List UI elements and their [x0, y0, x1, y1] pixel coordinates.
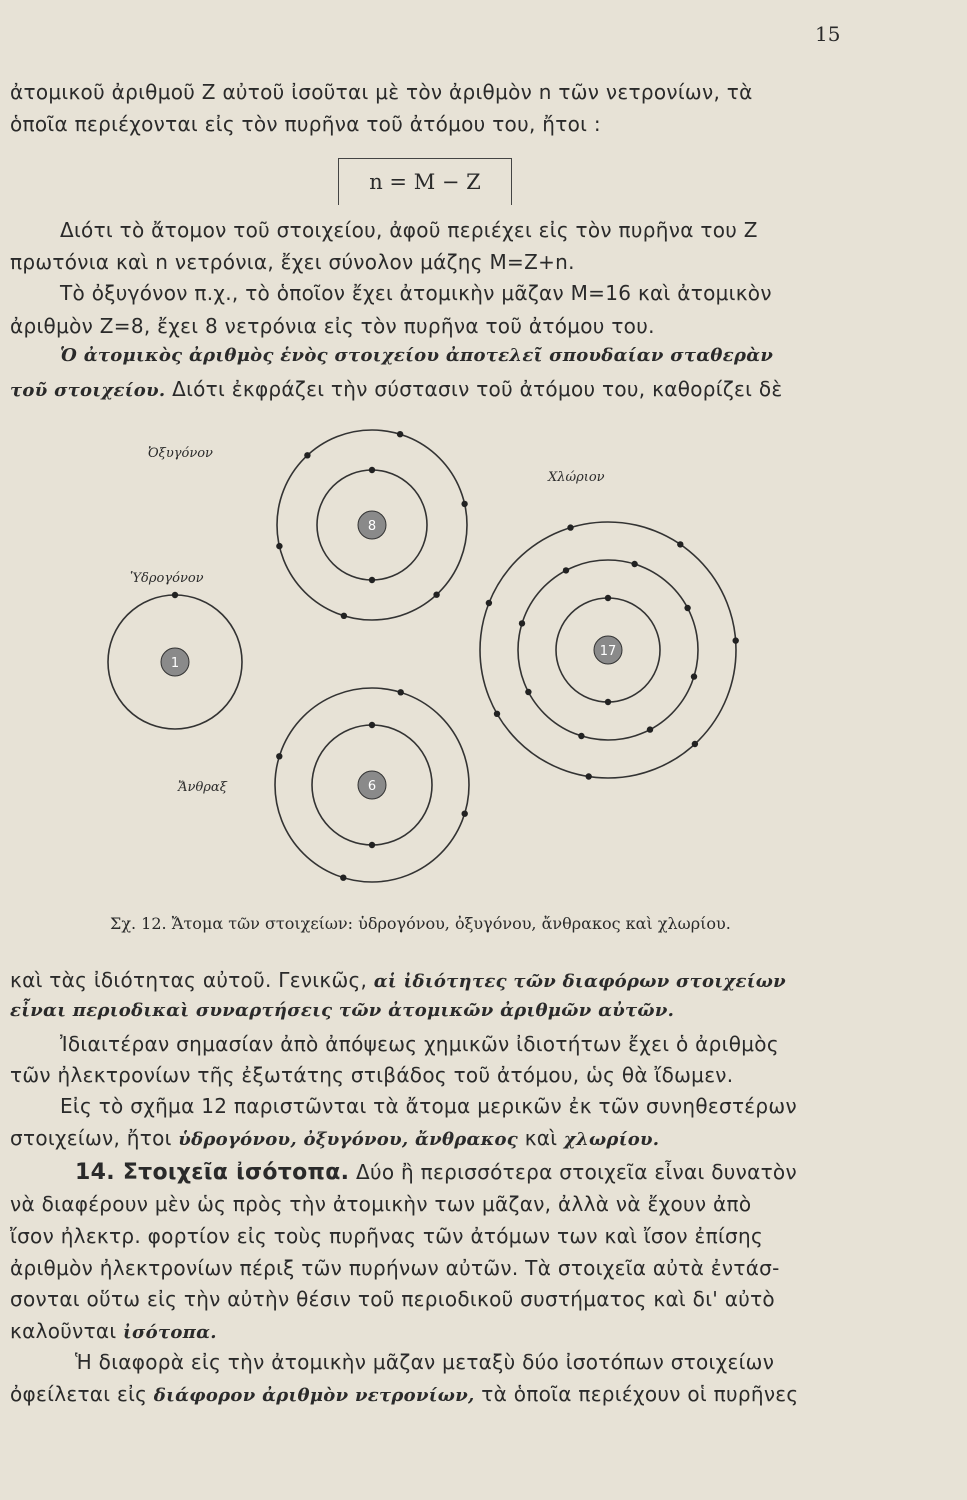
hydrogen-nucleus-number: 1 [170, 656, 180, 671]
chlorine-electron [647, 726, 653, 732]
bold-term: χλωρίου. [557, 1129, 660, 1150]
text-line: Ἡ διαφορὰ εἰς τὴν ἀτομικὴν μᾶζαν μεταξὺ δύο ἰσοτόπων στοιχείων [75, 1350, 775, 1374]
chlorine-electron [691, 673, 697, 679]
hydrogen-electron [172, 592, 178, 598]
label-chlorine: Χλώριον [548, 470, 605, 485]
text-line: σονται οὕτω εἰς τὴν αὐτὴν θέσιν τοῦ περιοδικοῦ συστήματος καὶ δι' αὐτὸ [10, 1287, 775, 1311]
bold-term: τοῦ στοιχείου. [10, 380, 166, 401]
atoms-figure [0, 400, 967, 910]
text-line: Τὸ ὀξυγόνον π.χ., τὸ ὁποῖον ἔχει ἀτομικὴν μᾶζαν M=16 καὶ ἀτομικὸν [60, 281, 772, 305]
text-span: στοιχείων, ἤτοι [10, 1126, 172, 1150]
chlorine-electron [525, 689, 531, 695]
text-line [10, 377, 783, 401]
oxygen-nucleus-number: 8 [367, 519, 377, 534]
carbon-electron [398, 689, 404, 695]
chlorine-electron [563, 567, 569, 573]
bold-term: αἱ ἰδιότητες τῶν διαφόρων στοιχείων [367, 971, 786, 992]
chlorine-electron [692, 741, 698, 747]
bold-statement: Ὁ ἀτομικὸς ἀριθμὸς ἑνὸς στοιχείου ἀποτελεῖ σπουδαίαν σταθερὰν [60, 345, 774, 366]
bold-term: ὑδρογόνου, ὀξυγόνου, ἄνθρακος [171, 1129, 519, 1150]
bold-term: ἰσότοπα. [116, 1322, 217, 1343]
page-number: 15 [815, 22, 841, 46]
label-carbon: Ἄνθραξ [178, 780, 227, 795]
text-span: καλοῦνται [10, 1319, 117, 1343]
carbon-electron [369, 842, 375, 848]
chlorine-electron [605, 699, 611, 705]
chlorine-electron [684, 605, 690, 611]
oxygen-electron [461, 501, 467, 507]
carbon-nucleus-number: 6 [367, 779, 377, 794]
chlorine-electron [631, 561, 637, 567]
chlorine-electron [486, 600, 492, 606]
chlorine-electron [519, 620, 525, 626]
text-line [10, 1382, 798, 1406]
oxygen-electron [369, 467, 375, 473]
text-span: Δύο ἢ περισσότερα στοιχεῖα εἶναι δυνατὸν [349, 1160, 797, 1184]
text-span: καὶ τὰς ἰδιότητας αὐτοῦ. Γενικῶς, [10, 968, 368, 992]
chlorine-electron [494, 711, 500, 717]
chlorine-electron [605, 595, 611, 601]
text-line: ἀριθμὸν Z=8, ἔχει 8 νετρόνια εἰς τὸν πυρῆνα τοῦ ἀτόμου του. [10, 314, 655, 338]
carbon-electron [369, 722, 375, 728]
text-line: νὰ διαφέρουν μὲν ὡς πρὸς τὴν ἀτομικὴν των μᾶζαν, ἀλλὰ νὰ ἔχουν ἀπὸ [10, 1192, 752, 1216]
text-line: Ἰδιαιτέραν σημασίαν ἀπὸ ἀπόψεως χημικῶν ἰδιοτήτων ἔχει ὁ ἀριθμὸς [60, 1032, 779, 1056]
section-title: 14. Στοιχεῖα ἰσότοπα. [75, 1160, 350, 1185]
text-span: καὶ [518, 1126, 558, 1150]
chlorine-electron [733, 637, 739, 643]
text-line: τῶν ἠλεκτρονίων τῆς ἐξωτάτης στιβάδος τοῦ ἀτόμου, ὡς θὰ ἴδωμεν. [10, 1063, 734, 1087]
figure-caption: Σχ. 12. Ἄτομα τῶν στοιχείων: ὑδρογόνου, ὀξυγόνου, ἄνθρακος καὶ χλωρίου. [110, 914, 731, 933]
oxygen-electron [341, 613, 347, 619]
text-span: ὀφείλεται εἰς [10, 1382, 148, 1406]
text-line: ὁποῖα περιέχονται εἰς τὸν πυρῆνα τοῦ ἀτόμου του, ἤτοι : [10, 112, 601, 136]
text-span: τὰ ὁποῖα περιέχουν οἱ πυρῆνες [474, 1382, 799, 1406]
chlorine-electron [567, 524, 573, 530]
label-oxygen: Ὀξυγόνον [148, 446, 213, 461]
chlorine-electron [586, 773, 592, 779]
chlorine-electron [578, 733, 584, 739]
chlorine-electron [677, 541, 683, 547]
text-span: Διότι ἐκφράζει τὴν σύστασιν τοῦ ἀτόμου του, καθορίζει δὲ [165, 377, 783, 401]
oxygen-electron [304, 452, 310, 458]
oxygen-electron [433, 592, 439, 598]
text-line [10, 968, 786, 992]
text-line: ἴσον ἠλεκτρ. φορτίον εἰς τοὺς πυρῆνας τῶν ἀτόμων των καὶ ἴσον ἐπίσης [10, 1224, 764, 1248]
formula-box: n = M − Z [338, 158, 512, 205]
text-line: ἀριθμὸν ἠλεκτρονίων πέριξ τῶν πυρήνων αὐτῶν. Τὰ στοιχεῖα αὐτὰ ἐντάσ- [10, 1256, 780, 1280]
text-line: πρωτόνια καὶ n νετρόνια, ἔχει σύνολον μάζης M=Z+n. [10, 250, 575, 274]
bold-term: διάφορον ἀριθμὸν νετρονίων, [147, 1385, 475, 1406]
carbon-electron [276, 753, 282, 759]
text-line: Εἰς τὸ σχῆμα 12 παριστῶνται τὰ ἄτομα μερικῶν ἐκ τῶν συνηθεστέρων [60, 1094, 797, 1118]
carbon-electron [462, 811, 468, 817]
oxygen-electron [397, 431, 403, 437]
section-heading [75, 1160, 797, 1185]
text-line: Διότι τὸ ἄτομον τοῦ στοιχείου, ἀφοῦ περιέχει εἰς τὸν πυρῆνα του Z [60, 218, 758, 242]
text-line [10, 1126, 659, 1150]
carbon-electron [340, 875, 346, 881]
oxygen-electron [276, 543, 282, 549]
text-line [10, 1319, 217, 1343]
text-line: ἀτομικοῦ ἀριθμοῦ Z αὐτοῦ ἰσοῦται μὲ τὸν ἀριθμὸν n τῶν νετρονίων, τὰ [10, 80, 753, 104]
oxygen-electron [369, 577, 375, 583]
chlorine-nucleus-number: 17 [599, 644, 617, 659]
bold-statement: εἶναι περιοδικαὶ συναρτήσεις τῶν ἀτομικῶν ἀριθμῶν αὐτῶν. [10, 1000, 675, 1021]
label-hydrogen: Ὑδρογόνον [130, 571, 204, 586]
